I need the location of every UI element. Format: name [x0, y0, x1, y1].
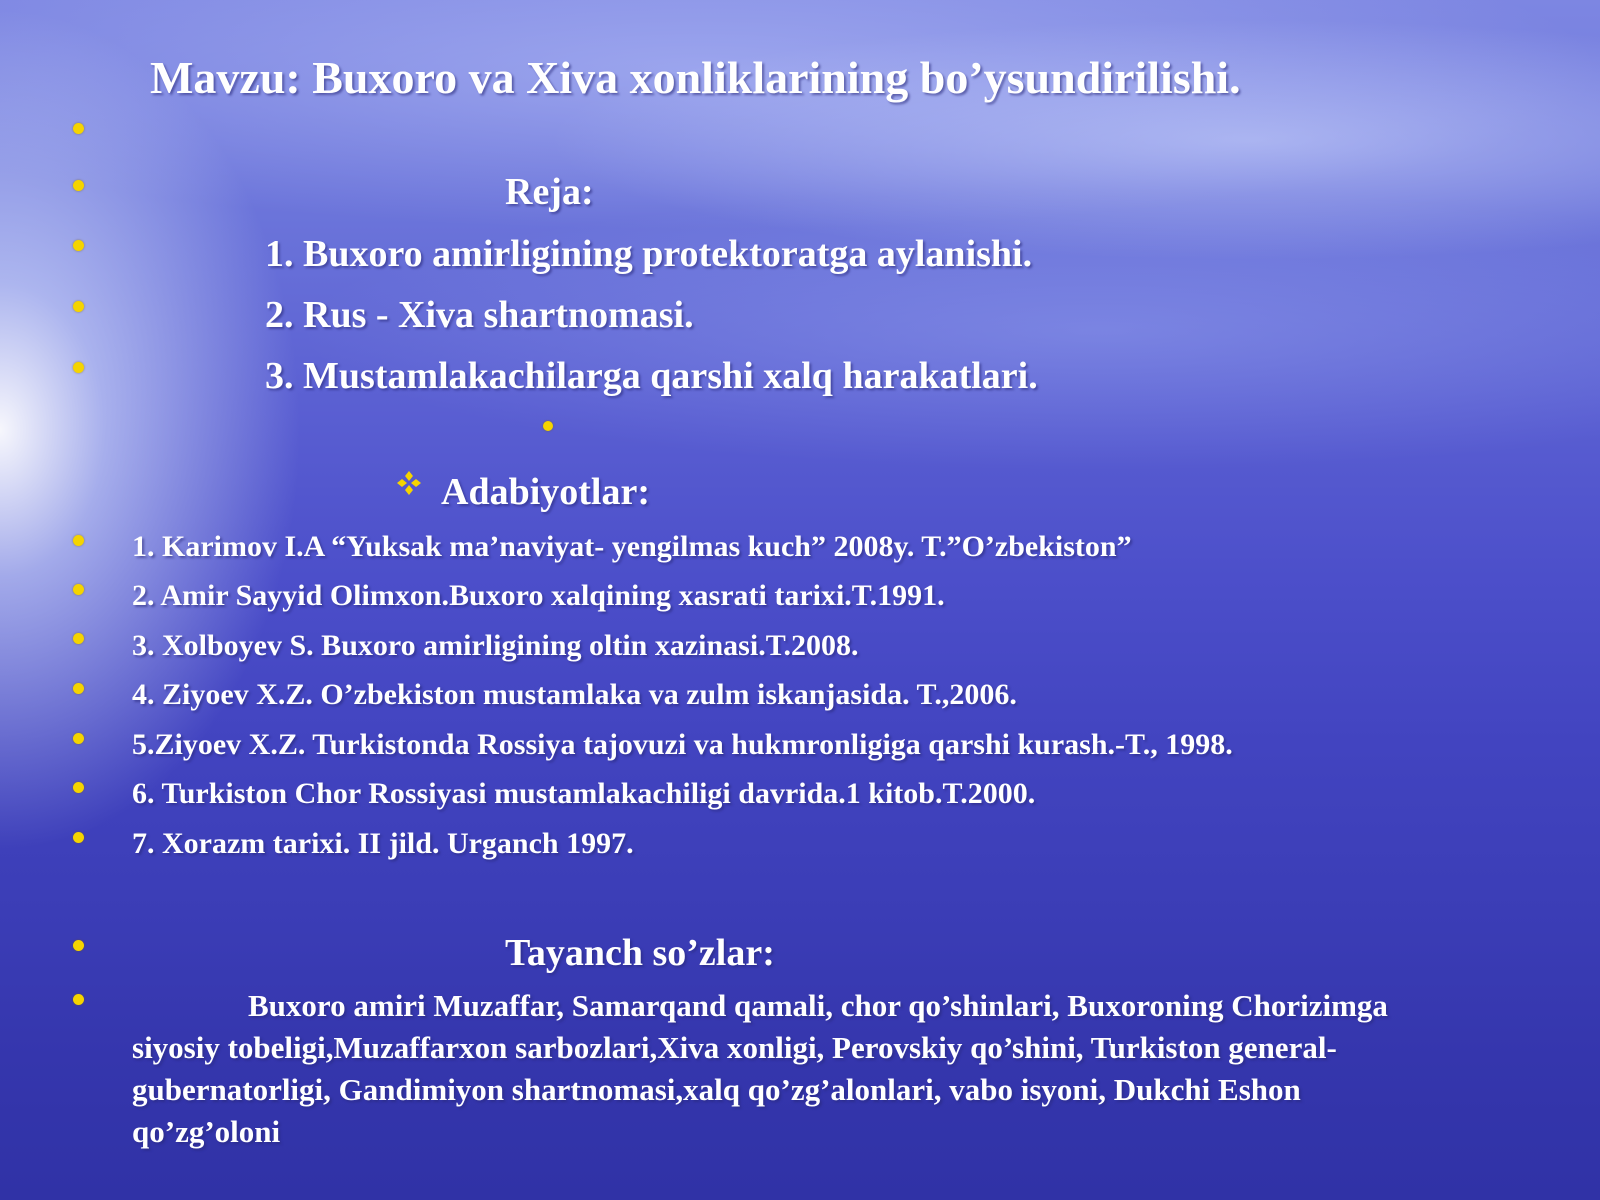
reference-item: 2. Amir Sayyid Olimxon.Buxoro xalqining xasrati tarixi.T.1991. [132, 579, 945, 612]
dot-bullet-icon [73, 940, 84, 951]
plan-item: 2. Rus - Xiva shartnomasi. [265, 294, 694, 336]
dot-bullet-icon [73, 301, 84, 312]
dot-bullet-icon [73, 123, 84, 134]
references-heading: Adabiyotlar: [441, 471, 650, 513]
plan-item: 3. Mustamlakachilarga qarshi xalq harakatlari. [265, 355, 1038, 397]
plan-heading: Reja: [505, 171, 594, 213]
dot-bullet-icon [73, 733, 84, 744]
dot-bullet-icon [73, 362, 84, 373]
reference-item: 1. Karimov I.A “Yuksak ma’naviyat- yengilmas kuch” 2008y. T.”O’zbekiston” [132, 530, 1132, 563]
dot-bullet-icon [73, 994, 84, 1005]
dot-bullet-icon [73, 633, 84, 644]
dot-bullet-icon [543, 421, 553, 431]
dot-bullet-icon [73, 180, 84, 191]
dot-bullet-icon [73, 832, 84, 843]
reference-item: 4. Ziyoev X.Z. O’zbekiston mustamlaka va zulm iskanjasida. T.,2006. [132, 678, 1017, 711]
keywords-heading: Tayanch so’zlar: [505, 932, 775, 974]
keywords-text: Buxoro amiri Muzaffar, Samarqand qamali, chor qo’shinlari, Buxoroning Chorizimga siyosiy tobeligi,Muzaffarxon sarbozlari,Xiva xonligi, Perovskiy qo’shini, Turkiston general- gubernatorligi, Gandimiyon shartnomasi,xalq qo’zg’alonlari, vabo isyoni, Dukchi Eshon qo’zg’oloni [132, 988, 1388, 1149]
reference-item: 5.Ziyoev X.Z. Turkistonda Rossiya tajovuzi va hukmronligiga qarshi kurash.-T., 1998. [132, 728, 1233, 761]
reference-item: 3. Xolboyev S. Buxoro amirligining oltin xazinasi.T.2008. [132, 629, 859, 662]
dot-bullet-icon [73, 240, 84, 251]
reference-item: 6. Turkiston Chor Rossiyasi mustamlakachiligi davrida.1 kitob.T.2000. [132, 777, 1036, 810]
four-diamond-bullet-icon [396, 470, 422, 496]
reference-item: 7. Xorazm tarixi. II jild. Urganch 1997. [132, 827, 634, 860]
dot-bullet-icon [73, 584, 84, 595]
plan-item: 1. Buxoro amirligining protektoratga aylanishi. [265, 233, 1033, 275]
dot-bullet-icon [73, 782, 84, 793]
slide-title: Mavzu: Buxoro va Xiva xonliklarining bo’ysundirilishi. [150, 52, 1241, 103]
dot-bullet-icon [73, 535, 84, 546]
dot-bullet-icon [73, 683, 84, 694]
keywords-paragraph [132, 985, 1432, 1153]
